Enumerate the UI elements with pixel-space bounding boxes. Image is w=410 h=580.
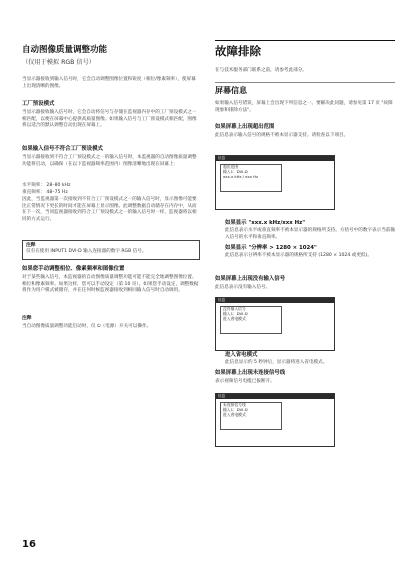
note-label-2: 注释 (22, 316, 32, 321)
note-text-2: 当自动图像质量调整功能启动时，仅 ⏻（电源）开关可以操作。 (22, 324, 152, 329)
troubleshooting-title: 故障排除 (215, 44, 261, 58)
note-label: 注释 (26, 243, 36, 248)
message-line-2: 输入1：DVI-D (223, 406, 248, 412)
message-line-1: 没有输入信号 (223, 306, 246, 311)
vertical-frequency: 垂直频率： 48–75 Hz (22, 190, 68, 195)
message-line-2: 输入1：DVI-D (223, 310, 248, 316)
no-signal-screen (215, 297, 335, 351)
screen-header-label: 信息 (218, 394, 226, 398)
no-signal-heading: 如果屏幕上出现没有输入信号 (215, 276, 286, 282)
message-box (220, 306, 282, 334)
message-line-1: 未连接信号线 (223, 402, 246, 407)
message-box (220, 402, 282, 430)
section-title: 自动图像质量调整功能 (22, 45, 108, 55)
cable-disconnected-heading: 如果屏幕上出现未连接信号线 (215, 370, 286, 376)
cable-disconnected-screen (215, 393, 335, 447)
horizontal-frequency: 水平频率： 28–80 kHz (22, 183, 71, 188)
no-signal-paragraph: 此信息表示没有输入信号。 (215, 285, 271, 290)
screen-header-bar (216, 298, 334, 303)
screen-header-label: 信息 (218, 156, 226, 160)
out-of-range-heading: 如果屏幕上出现超出范围 (215, 124, 275, 130)
manual-adjust-heading: 如果您手动调整相位、像素频率和图像位置 (22, 266, 125, 272)
screen-header-bar (216, 394, 334, 399)
message-line-3: xxx.x kHz / xxx Hz (223, 173, 258, 179)
note-box-dvi (22, 240, 200, 260)
note-text: 仅有在使用 INPUT1 DVI-D 输入连接器的数字 RGB 信号。 (26, 249, 147, 255)
message-line-2: 输入1：DVI-D (223, 168, 248, 174)
manual-adjust-paragraph: 对于某些输入信号，本监视器的自动图像质量调整功能可能不能完全地调整图像位置、相位和像素频率。如果这样，您可以手动设定（第 10 页）。如果您手动设定，调整数据将作为用户模式被储存，并在任何时候监视器接收到相同输入信号时自动调用。 (22, 275, 199, 294)
factory-mode-heading: 工厂预设模式 (22, 101, 55, 107)
message-line-1: 超出范围 (223, 164, 239, 169)
nomatch-heading: 如果输入信号不符合工厂预设模式 (22, 146, 103, 152)
resolution-item-heading: 如果显示 "分辨率 > 1280 × 1024" (225, 245, 317, 251)
factory-mode-paragraph: 当显示器接收输入信号时，它会自动将信号与存储在监视器内存中的工厂预设模式之一相匹配，以便在屏幕中心提供高质量图像。如果输入信号与工厂预设模式相匹配，图像将以适合的默认调整自动出现在屏幕上。 (22, 110, 197, 129)
intro-paragraph: 当显示器接收到输入信号时，它会自动调整图像位置和锐度（相位/像素频率），使屏幕上出现清晰的图像。 (22, 77, 196, 89)
title-rule (215, 40, 395, 41)
frequency-item-paragraph: 此信息表示水平或垂直频率不被本显示器的规格所支持。方括号中的数字表示当前输入信号的水平和垂直频率。 (225, 228, 395, 240)
nomatch-paragraph-2: 因此，当监视器第一次接收到不符合工厂预设模式之一的输入信号时，显示图像可能要比正常情况下更长的时间才能在屏幕上显示图像。此调整数据自动储存在内存中，从而在下一次，当同监视器接收到符合工厂预设模式之一的输入信号时一样，监视器将以相同的方式运行。 (22, 197, 197, 222)
message-line-3: 进入省电模式 (223, 411, 246, 417)
troubleshooting-intro: 在与技术服务部门联系之前，请参考此部分。 (215, 68, 307, 73)
power-save-heading: 进入省电模式 (225, 352, 258, 358)
power-save-paragraph: 此信息显示约 5 秒钟后，显示器将进入省电模式。 (225, 360, 328, 365)
nomatch-paragraph-1: 当显示器接收到不符合工厂预设模式之一的输入信号时，本监视器的自动图像质量调整功能将启动，以确保（在以下监视器频率范围内）图像清晰地出现在屏幕上： (22, 155, 197, 167)
message-box (220, 164, 282, 192)
screen-header-bar (216, 156, 334, 161)
screen-header-label: 信息 (218, 298, 226, 302)
out-of-range-paragraph: 此信息表示输入信号的规格不被本显示器支持。请检查以下项目。 (215, 133, 349, 138)
frequency-item-heading: 如果显示 "xxx.x kHz/xxx Hz" (225, 220, 306, 226)
screen-messages-heading: 屏幕信息 (215, 86, 247, 95)
screen-messages-paragraph: 如果输入信号错误，屏幕上会出现下列信息之一。要解决此问题，请参见第 17 页 "故障现象和排除方法"。 (215, 101, 393, 113)
section-subtitle: （仅用于模拟 RGB 信号） (22, 59, 95, 66)
out-of-range-screen (215, 155, 335, 210)
page-number: 16 (22, 539, 36, 550)
section-rule (215, 82, 395, 83)
message-line-3: 进入省电模式 (223, 315, 246, 321)
resolution-item-paragraph: 此信息表示分辨率不被本显示器的规格所支持 (1280 × 1024 或更低)。 (225, 253, 372, 258)
cable-disconnected-paragraph: 表示视频信号电缆已拔断开。 (215, 379, 275, 384)
